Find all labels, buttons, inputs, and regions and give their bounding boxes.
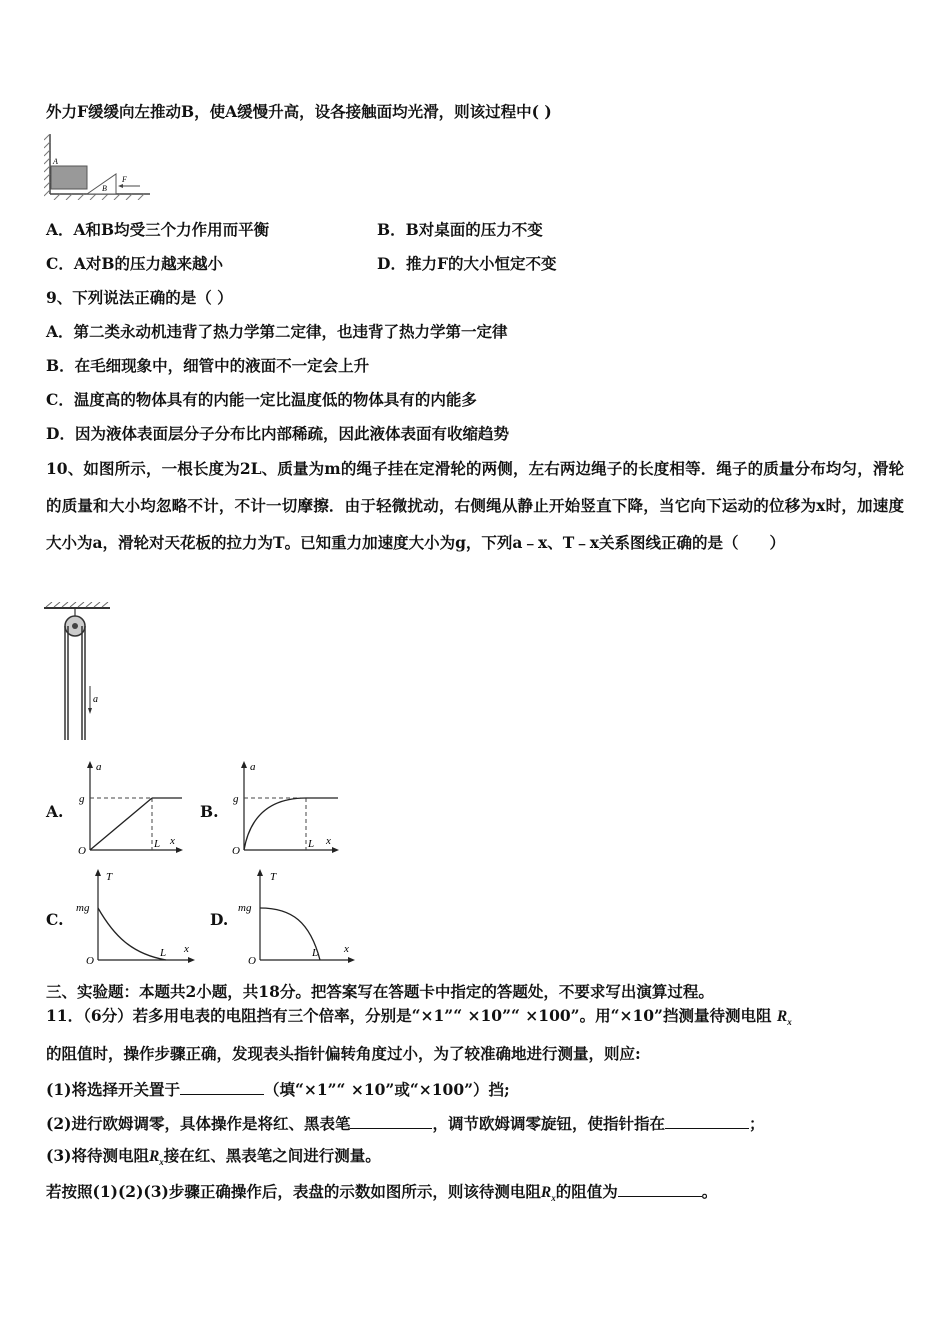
svg-text:a: a xyxy=(250,761,256,773)
rx-symbol: $R_x$ xyxy=(148,1148,164,1168)
q10-option-d-label: D. xyxy=(210,910,229,929)
svg-text:x: x xyxy=(344,943,349,955)
rx-symbol: $R_x$ xyxy=(540,1184,556,1204)
block-a-label: A xyxy=(53,157,58,166)
pulley-figure xyxy=(44,602,110,742)
svg-text:x: x xyxy=(326,835,331,847)
answer-blank-2[interactable] xyxy=(350,1112,432,1129)
graph-c[interactable] xyxy=(74,866,196,966)
q9-option-b: B．在毛细现象中，细管中的液面不一定会上升 xyxy=(46,356,370,375)
answer-blank-1[interactable] xyxy=(180,1078,264,1095)
q9-option-a: A．第二类永动机违背了热力学第二定律，也违背了热力学第一定律 xyxy=(46,322,508,341)
q11-step4: 若按照(1)(2)(3)步骤正确操作后，表盘的示数如图所示，则该待测电阻$R_x$的阻值为 。 xyxy=(46,1182,718,1204)
q11-step1: (1)将选择开关置于 （填“×1”“ ×10”或“×100”）挡; xyxy=(46,1080,510,1099)
svg-text:T: T xyxy=(270,871,277,883)
q8-option-b: B．B对桌面的压力不变 xyxy=(377,220,543,239)
svg-text:mg: mg xyxy=(238,902,252,914)
q11-line1: 11．（6分）若多用电表的电阻挡有三个倍率，分别是“×1”“ ×10”“ ×100”。用“×10”挡测量待测电阻 $R_x$ xyxy=(46,1006,792,1028)
q8-option-a: A．A和B均受三个力作用而平衡 xyxy=(46,220,270,239)
rx-symbol: $R_x$ xyxy=(776,1008,792,1028)
svg-text:x: x xyxy=(170,835,175,847)
svg-text:L: L xyxy=(312,947,319,959)
q10-option-b-label: B. xyxy=(200,802,219,821)
graph-b[interactable] xyxy=(228,758,340,856)
svg-text:mg: mg xyxy=(76,902,90,914)
svg-text:O: O xyxy=(248,955,256,966)
answer-blank-3[interactable] xyxy=(665,1112,749,1129)
svg-text:x: x xyxy=(184,943,189,955)
svg-text:a: a xyxy=(96,761,102,773)
graph-a[interactable] xyxy=(74,758,184,856)
q10-option-c-label: C. xyxy=(46,910,64,929)
svg-text:O: O xyxy=(232,845,240,856)
q11-line2: 的阻值时，操作步骤正确，发现表头指针偏转角度过小，为了较准确地进行测量，则应: xyxy=(46,1044,641,1063)
svg-text:L: L xyxy=(154,838,161,850)
svg-text:T: T xyxy=(106,871,113,883)
q9-option-d: D．因为液体表面层分子分布比内部稀疏，因此液体表面有收缩趋势 xyxy=(46,424,509,443)
force-f-label: F xyxy=(122,175,127,184)
q10-option-a-label: A. xyxy=(46,802,64,821)
graph-d[interactable] xyxy=(234,866,356,966)
svg-text:O: O xyxy=(78,845,86,856)
accel-label: a xyxy=(93,694,98,705)
q8-stem: 外力F缓缓向左推动B，使A缓慢升高，设各接触面均光滑，则该过程中( ) xyxy=(46,102,552,121)
svg-text:g: g xyxy=(233,793,239,805)
block-b-label: B xyxy=(102,184,107,193)
q10-stem: 10、如图所示，一根长度为2L、质量为m的绳子挂在定滑轮的两侧，左右两边绳子的长度相等．绳子的质量分布均匀，滑轮的质量和大小均忽略不计，不计一切摩擦．由于轻微扰动，右侧绳从静止开始竖直下降，当它向下运动的位移为x时，加速度大小为a，滑轮对天花板的拉力为T。已知重力加速度大小为g，下列a﹣x、T﹣x关系图线正确的是（ ） xyxy=(46,459,904,552)
answer-blank-4[interactable] xyxy=(618,1180,702,1197)
q11-step3: (3)将待测电阻$R_x$接在红、黑表笔之间进行测量。 xyxy=(46,1146,381,1168)
incline-figure xyxy=(44,134,152,200)
section3-heading: 三、实验题：本题共2小题，共18分。把答案写在答题卡中指定的答题处，不要求写出演算过程。 xyxy=(46,982,714,1001)
svg-text:O: O xyxy=(86,955,94,966)
svg-text:g: g xyxy=(79,793,85,805)
q8-option-d: D．推力F的大小恒定不变 xyxy=(377,254,557,273)
q9-option-c: C．温度高的物体具有的内能一定比温度低的物体具有的内能多 xyxy=(46,390,477,409)
svg-text:L: L xyxy=(308,838,315,850)
q11-step2: (2)进行欧姆调零，具体操作是将红、黑表笔 ，调节欧姆调零旋钮，使指针指在 ； xyxy=(46,1114,765,1133)
q9-stem: 9、下列说法正确的是（ ） xyxy=(46,288,233,307)
q8-option-c: C．A对B的压力越来越小 xyxy=(46,254,223,273)
svg-text:L: L xyxy=(160,947,167,959)
